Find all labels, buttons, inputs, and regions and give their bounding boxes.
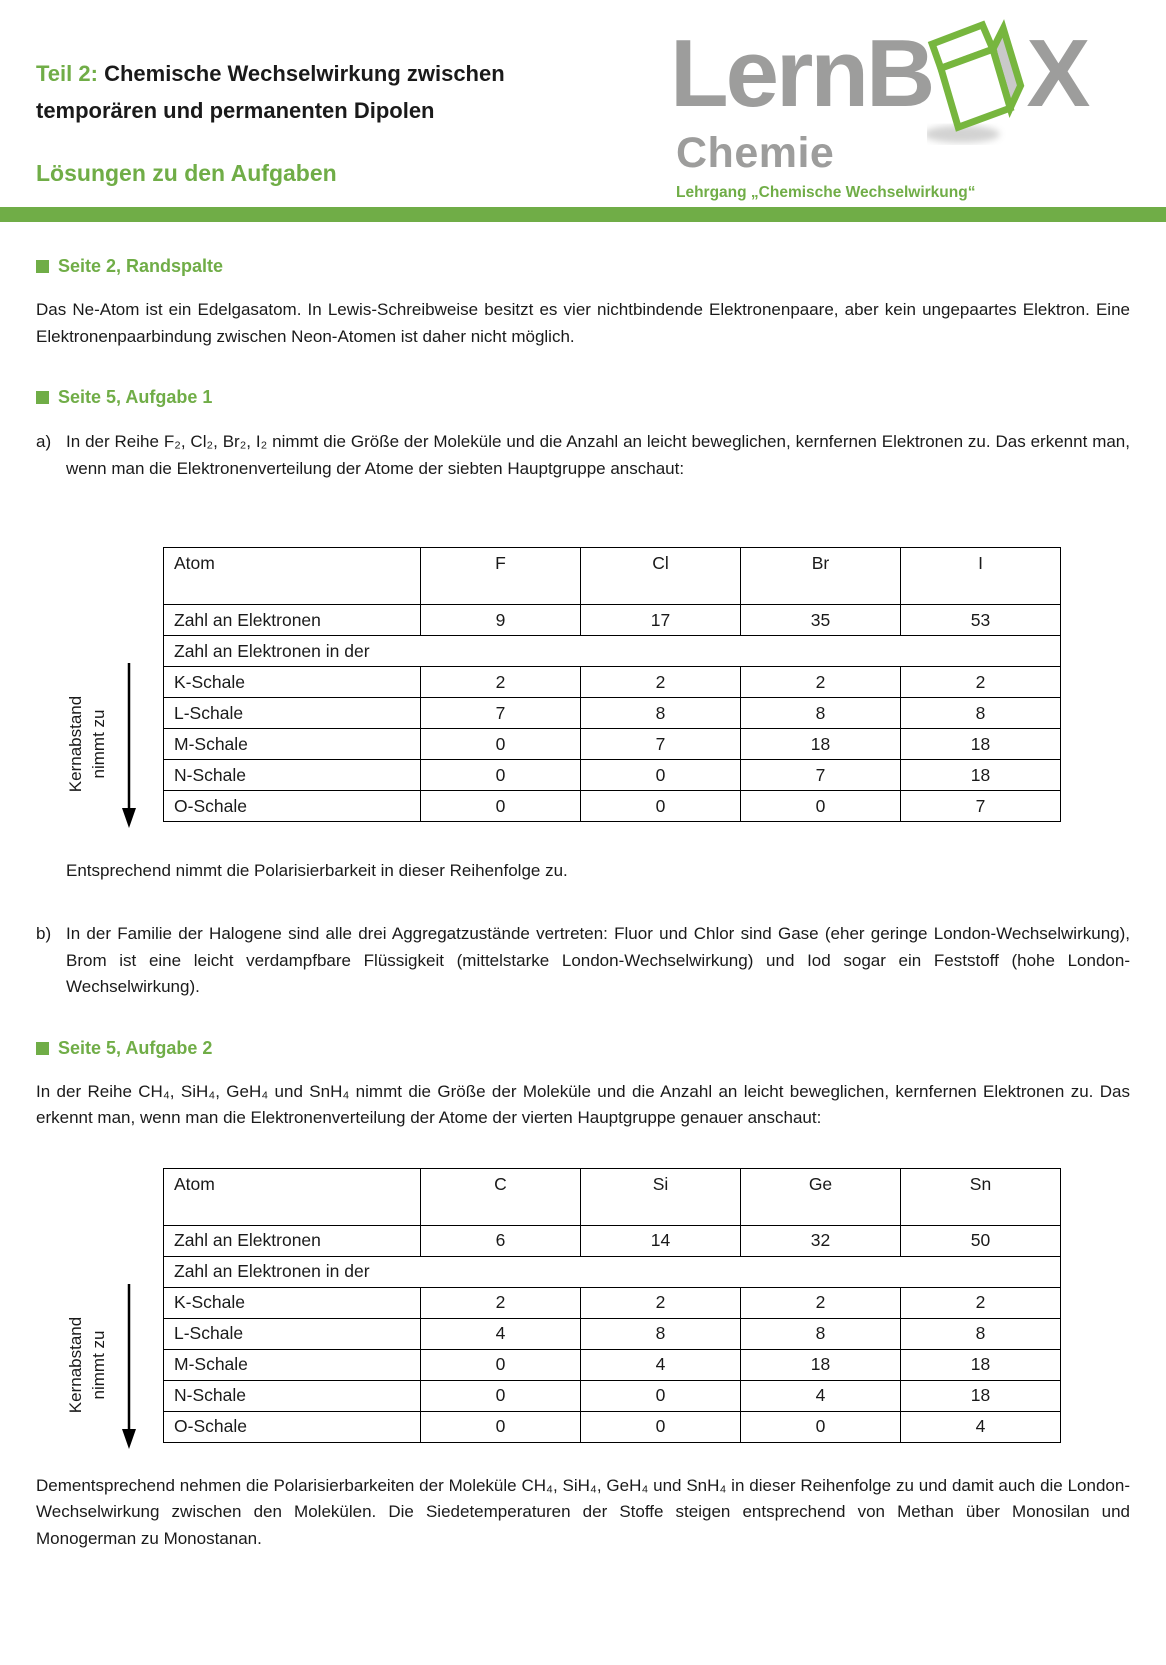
page-title bbox=[36, 55, 556, 129]
logo-text-x: X bbox=[1026, 20, 1088, 127]
row-label-cell: O-Schale bbox=[164, 791, 421, 822]
paragraph-polarisierbarkeit: Entsprechend nimmt die Polarisierbarkeit in dieser Reihenfolge zu. bbox=[66, 861, 568, 880]
page-subtitle: Lösungen zu den Aufgaben bbox=[36, 160, 337, 186]
table-row bbox=[164, 1256, 1061, 1287]
value-cell: 6 bbox=[421, 1225, 581, 1256]
value-cell: 4 bbox=[581, 1349, 741, 1380]
section-heading-randspalte bbox=[36, 255, 1130, 277]
kernabstand-label-line2: nimmt zu bbox=[89, 709, 108, 779]
value-cell: 14 bbox=[581, 1225, 741, 1256]
value-cell: 9 bbox=[421, 605, 581, 636]
row-label-cell: M-Schale bbox=[164, 729, 421, 760]
header-cell: Cl bbox=[581, 548, 741, 605]
value-cell: 0 bbox=[741, 791, 901, 822]
kernabstand-label-line2: nimmt zu bbox=[89, 1330, 108, 1399]
row-label-cell: L-Schale bbox=[164, 698, 421, 729]
value-cell: 2 bbox=[901, 667, 1061, 698]
table-row bbox=[164, 1380, 1061, 1411]
table-row bbox=[164, 729, 1061, 760]
logo-text-lernb: LernB bbox=[670, 20, 933, 127]
value-cell: 0 bbox=[421, 791, 581, 822]
header-cell: Ge bbox=[741, 1168, 901, 1225]
value-cell: 2 bbox=[421, 667, 581, 698]
table-row bbox=[164, 1318, 1061, 1349]
table-row bbox=[164, 605, 1061, 636]
row-label-cell: M-Schale bbox=[164, 1349, 421, 1380]
value-cell: 0 bbox=[421, 1380, 581, 1411]
header-cell: Si bbox=[581, 1168, 741, 1225]
value-cell: 8 bbox=[741, 698, 901, 729]
paragraph-aufgabe2-outro: Dementsprechend nehmen die Polarisierbarkeiten der Moleküle CH₄, SiH₄, GeH₄ und SnH₄ in dieser Reihenfolge zu und damit auch die London-Wechselwirkung zwischen den Molekülen. Die Siedetemperaturen der Stoffe steigen entsprechend von Methan über Monosilan und Monogerman zu Monostanan. bbox=[36, 1475, 1130, 1548]
data-table bbox=[163, 1168, 1061, 1443]
table-header-row bbox=[164, 1168, 1061, 1225]
header-cell: Atom bbox=[164, 1168, 421, 1225]
row-label-cell: Zahl an Elektronen in der bbox=[164, 636, 1061, 667]
value-cell: 35 bbox=[741, 605, 901, 636]
value-cell: 53 bbox=[901, 605, 1061, 636]
section-heading-text: Seite 5, Aufgabe 1 bbox=[58, 387, 213, 407]
document-body bbox=[0, 255, 1166, 1552]
section-heading-text: Seite 2, Randspalte bbox=[58, 256, 224, 276]
value-cell: 0 bbox=[581, 1380, 741, 1411]
value-cell: 32 bbox=[741, 1225, 901, 1256]
kernabstand-label-line1: Kernabstand bbox=[66, 1316, 85, 1413]
section-aufgabe-2 bbox=[36, 1037, 1130, 1553]
value-cell: 2 bbox=[741, 1287, 901, 1318]
value-cell: 8 bbox=[741, 1318, 901, 1349]
logo-chemie-label: Chemie bbox=[676, 129, 835, 177]
header-cell: Br bbox=[741, 548, 901, 605]
value-cell: 4 bbox=[901, 1411, 1061, 1442]
logo-wordmark bbox=[670, 8, 1140, 140]
value-cell: 8 bbox=[581, 1318, 741, 1349]
header-cell: Atom bbox=[164, 548, 421, 605]
value-cell: 7 bbox=[581, 729, 741, 760]
table-row bbox=[164, 698, 1061, 729]
value-cell: 18 bbox=[901, 729, 1061, 760]
list-item-text: In der Familie der Halogene sind alle drei Aggregatzustände vertreten: Fluor und Chlor sind Gase (eher geringe London-Wechselwirkung), Brom ist eine leicht verdampfbare Flüssigkeit (mittelstarke London-Wechselwirkung) und Iod sogar ein Feststoff (hohe London-Wechselwirkung). bbox=[66, 924, 1130, 996]
data-table bbox=[163, 547, 1061, 822]
header-cell: Sn bbox=[901, 1168, 1061, 1225]
value-cell: 18 bbox=[741, 729, 901, 760]
value-cell: 0 bbox=[581, 1411, 741, 1442]
list-item-a bbox=[36, 429, 1130, 482]
kernabstand-label-line1: Kernabstand bbox=[66, 695, 85, 793]
paragraph-aufgabe2-intro: In der Reihe CH₄, SiH₄, GeH₄ und SnH₄ nimmt die Größe der Moleküle und die Anzahl an leicht beweglichen, kernfernen Elektronen zu. Das erkennt man, wenn man die Elektronenverteilung der Atome der vierten Hauptgruppe genauer anschaut: bbox=[36, 1081, 1130, 1127]
down-arrow-icon bbox=[120, 663, 138, 829]
table-row bbox=[164, 791, 1061, 822]
logo-tagline: Lehrgang „Chemische Wechselwirkung“ bbox=[676, 184, 976, 202]
table-row bbox=[164, 667, 1061, 698]
title-prefix: Teil 2: bbox=[36, 61, 98, 86]
value-cell: 2 bbox=[741, 667, 901, 698]
table-row bbox=[164, 1411, 1061, 1442]
box-icon bbox=[927, 16, 1031, 150]
bullet-square-icon bbox=[36, 391, 49, 404]
value-cell: 0 bbox=[581, 791, 741, 822]
value-cell: 0 bbox=[421, 1349, 581, 1380]
list-item-b bbox=[36, 921, 1130, 1001]
value-cell: 7 bbox=[741, 760, 901, 791]
table-row bbox=[164, 1287, 1061, 1318]
value-cell: 18 bbox=[741, 1349, 901, 1380]
row-label-cell: L-Schale bbox=[164, 1318, 421, 1349]
value-cell: 7 bbox=[421, 698, 581, 729]
row-label-cell: Zahl an Elektronen in der bbox=[164, 1256, 1061, 1287]
header-cell: F bbox=[421, 548, 581, 605]
table-row bbox=[164, 1349, 1061, 1380]
section-heading-aufgabe-1 bbox=[36, 386, 1130, 408]
electron-table-halogens bbox=[66, 547, 1060, 822]
lernbox-logo bbox=[670, 8, 1140, 202]
title-rest: Chemische Wechselwirkung zwischen temporären und permanenten Dipolen bbox=[36, 61, 505, 123]
row-label-cell: K-Schale bbox=[164, 1287, 421, 1318]
header-divider bbox=[0, 207, 1166, 222]
value-cell: 7 bbox=[901, 791, 1061, 822]
value-cell: 4 bbox=[741, 1380, 901, 1411]
table-row bbox=[164, 1225, 1061, 1256]
row-label-cell: N-Schale bbox=[164, 760, 421, 791]
value-cell: 2 bbox=[581, 1287, 741, 1318]
value-cell: 4 bbox=[421, 1318, 581, 1349]
row-label-cell: Zahl an Elektronen bbox=[164, 605, 421, 636]
value-cell: 18 bbox=[901, 1349, 1061, 1380]
section-heading-text: Seite 5, Aufgabe 2 bbox=[58, 1037, 213, 1058]
value-cell: 2 bbox=[421, 1287, 581, 1318]
value-cell: 2 bbox=[581, 667, 741, 698]
kernabstand-label bbox=[62, 658, 112, 830]
list-item-label: b) bbox=[36, 924, 52, 943]
section-randspalte bbox=[36, 255, 1130, 350]
value-cell: 18 bbox=[901, 760, 1061, 791]
header-cell: C bbox=[421, 1168, 581, 1225]
table-header-row bbox=[164, 548, 1061, 605]
value-cell: 0 bbox=[741, 1411, 901, 1442]
section-aufgabe-1 bbox=[36, 386, 1130, 1001]
row-label-cell: N-Schale bbox=[164, 1380, 421, 1411]
value-cell: 0 bbox=[421, 760, 581, 791]
electron-table-group14 bbox=[66, 1168, 1060, 1443]
kernabstand-label bbox=[62, 1279, 112, 1451]
down-arrow-icon bbox=[120, 1284, 138, 1450]
value-cell: 0 bbox=[421, 729, 581, 760]
value-cell: 8 bbox=[901, 1318, 1061, 1349]
value-cell: 50 bbox=[901, 1225, 1061, 1256]
value-cell: 0 bbox=[421, 1411, 581, 1442]
value-cell: 18 bbox=[901, 1380, 1061, 1411]
table-row bbox=[164, 760, 1061, 791]
value-cell: 0 bbox=[581, 760, 741, 791]
row-label-cell: Zahl an Elektronen bbox=[164, 1225, 421, 1256]
list-item-text: In der Reihe F₂, Cl₂, Br₂, I₂ nimmt die Größe der Moleküle und die Anzahl an leicht beweglichen, kernfernen Elektronen zu. Das erkennt man, wenn man die Elektronenverteilung der Atome der siebten Hauptgruppe anschaut: bbox=[66, 432, 1130, 478]
header-cell: I bbox=[901, 548, 1061, 605]
value-cell: 2 bbox=[901, 1287, 1061, 1318]
section-heading-aufgabe-2 bbox=[36, 1037, 1130, 1059]
bullet-square-icon bbox=[36, 260, 49, 273]
row-label-cell: K-Schale bbox=[164, 667, 421, 698]
document-header bbox=[0, 0, 1166, 202]
bullet-square-icon bbox=[36, 1042, 49, 1055]
list-item-label: a) bbox=[36, 432, 52, 451]
row-label-cell: O-Schale bbox=[164, 1411, 421, 1442]
value-cell: 8 bbox=[901, 698, 1061, 729]
value-cell: 17 bbox=[581, 605, 741, 636]
paragraph-ne-atom: Das Ne-Atom ist ein Edelgasatom. In Lewis-Schreibweise besitzt es vier nichtbindende Elektronenpaare, aber kein ungepaartes Elektron. Eine Elektronenpaarbindung zwischen Neon-Atomen ist daher nicht möglich. bbox=[36, 300, 1130, 346]
table-row bbox=[164, 636, 1061, 667]
value-cell: 8 bbox=[581, 698, 741, 729]
